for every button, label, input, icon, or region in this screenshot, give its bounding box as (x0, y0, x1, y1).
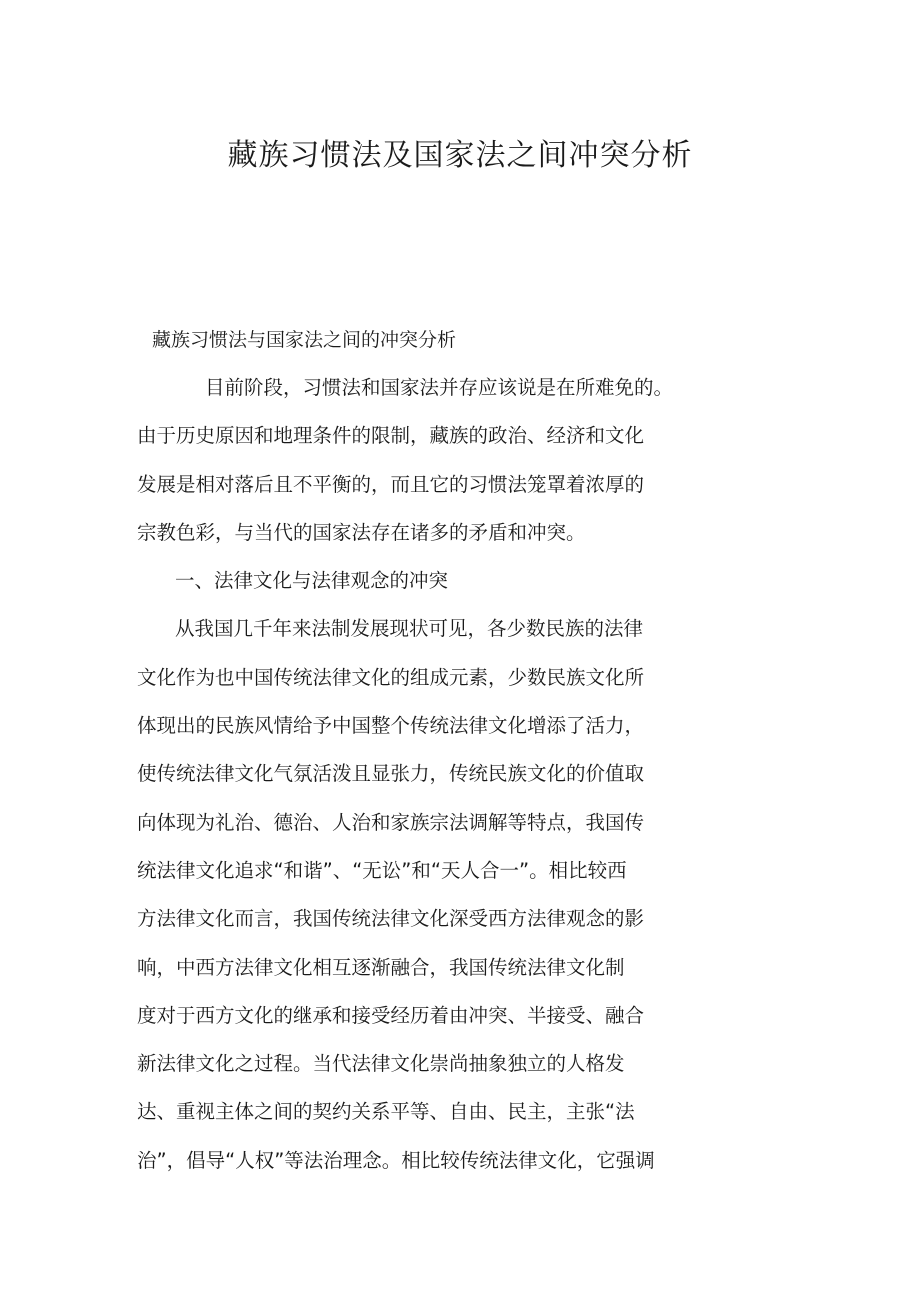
document-title: 藏族习惯法及国家法之间冲突分析 (227, 138, 693, 173)
paragraph-line: 新法律文化之过程。当代法律文化崇尚抽象独立的人格发 (137, 1052, 625, 1076)
paragraph-line: 使传统法律文化气氛活泼且显张力，传统民族文化的价值取 (137, 762, 645, 786)
paragraph-line: 响，中西方法律文化相互逐渐融合，我国传统法律文化制 (137, 955, 625, 979)
section-heading: 一、法律文化与法律观念的冲突 (175, 569, 449, 593)
paragraph-line: 文化作为也中国传统法律文化的组成元素，少数民族文化所 (137, 665, 645, 689)
paragraph-line: 发展是相对落后且不平衡的，而且它的习惯法笼罩着浓厚的 (137, 472, 645, 496)
paragraph-line: 向体现为礼治、德治、人治和家族宗法调解等特点，我国传 (137, 810, 645, 834)
paragraph-line: 由于历史原因和地理条件的限制，藏族的政治、经济和文化 (137, 424, 645, 448)
paragraph-line: 方法律文化而言，我国传统法律文化深受西方法律观念的影 (137, 907, 645, 931)
document-subtitle: 藏族习惯法与国家法之间的冲突分析 (152, 329, 457, 351)
paragraph-line: 宗教色彩，与当代的国家法存在诸多的矛盾和冲突。 (137, 520, 586, 544)
document-body (137, 374, 757, 1195)
paragraph-line: 统法律文化追求“和谐”、“无讼”和“天人合一”。相比较西 (137, 858, 627, 882)
paragraph-line: 度对于西方文化的继承和接受经历着由冲突、半接受、融合 (137, 1003, 645, 1027)
paragraph-line: 达、重视主体之间的契约关系平等、自由、民主，主张“法 (137, 1100, 635, 1124)
paragraph-line: 体现出的民族风情给予中国整个传统法律文化增添了活力， (137, 714, 645, 738)
paragraph-line: 从我国几千年来法制发展现状可见，各少数民族的法律 (175, 617, 644, 641)
paragraph-line: 治”，倡导“人权”等法治理念。相比较传统法律文化，它强调 (137, 1148, 655, 1172)
paragraph-line: 目前阶段，习惯法和国家法并存应该说是在所难免的。 (205, 376, 674, 399)
